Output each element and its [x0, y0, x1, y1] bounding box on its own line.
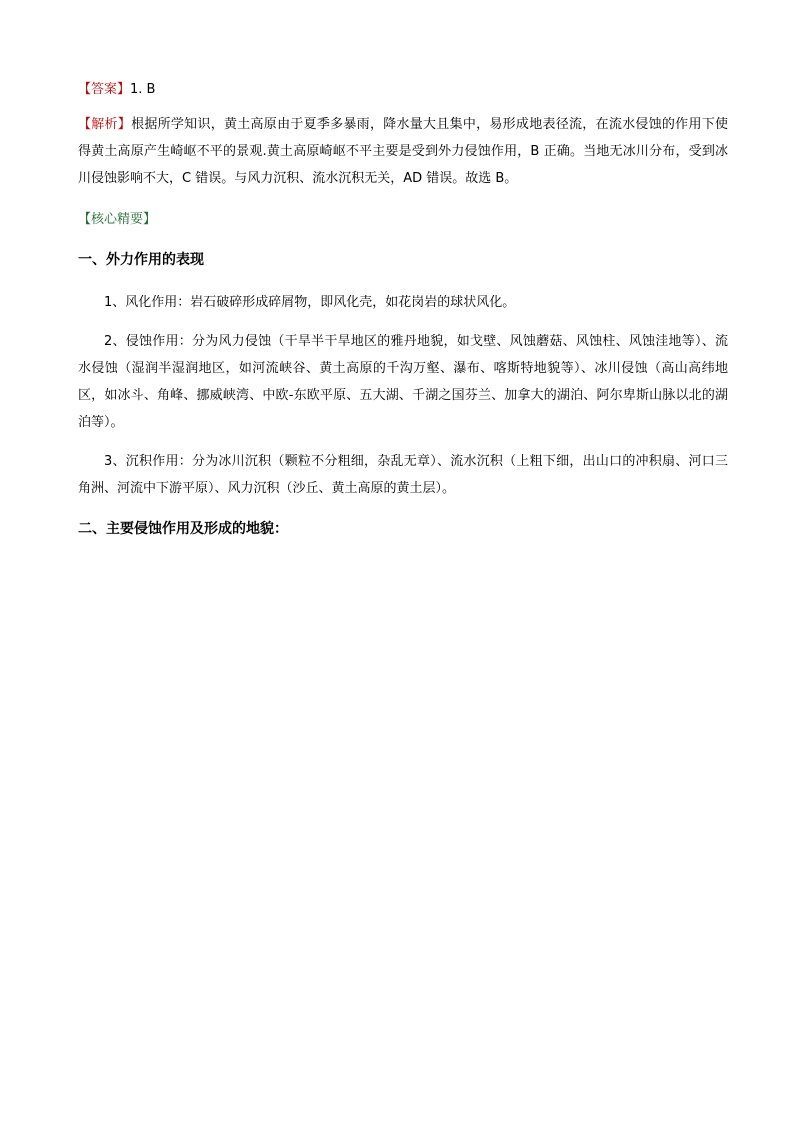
section1-item-erosion: 2、侵蚀作用：分为风力侵蚀（干旱半干旱地区的雅丹地貌，如戈壁、风蚀蘑菇、风蚀柱、风蚀洼地等）、流水侵蚀（湿润半湿润地区，如河流峡谷、黄土高原的千沟万壑、瀑布、喀斯特地貌等）、冰川侵蚀（高山高纬地区，如冰斗、角峰、挪威峡湾、中欧-东欧平原、五大湖、千湖之国芬兰、加拿大的湖泊、阿尔卑斯山脉以北的湖泊等）。	[78, 334, 728, 430]
section2-title: 二、主要侵蚀作用及形成的地貌：	[78, 521, 288, 537]
analysis-tag: 【解析】	[78, 117, 132, 132]
document-page	[78, 72, 728, 544]
answer-value: 1. B	[130, 82, 156, 97]
core-heading	[78, 206, 728, 233]
section1-item-weathering: 1、风化作用：岩石破碎形成碎屑物，即风化壳，如花岗岩的球状风化。	[104, 295, 516, 310]
section1-item-deposition: 3、沉积作用：分为冰川沉积（颗粒不分粗细，杂乱无章）、流水沉积（上粗下细，出山口的冲积扇、河口三角洲、河流中下游平原）、风力沉积（沙丘、黄土高原的黄土层）。	[78, 454, 728, 496]
analysis-paragraph	[78, 111, 728, 192]
section1-title: 一、外力作用的表现	[78, 252, 204, 268]
core-tag: 【核心精要】	[78, 212, 157, 227]
answer-tag: 【答案】	[78, 82, 131, 97]
analysis-text: 根据所学知识，黄土高原由于夏季多暴雨，降水量大且集中，易形成地表径流，在流水侵蚀的作用下使得黄土高原产生崎岖不平的景观.黄土高原崎岖不平主要是受到外力侵蚀作用，B 正确。当地无冰川分布，受到冰川侵蚀影响不大，C 错误。与风力沉积、流水沉积无关，AD 错误。故选 B。	[78, 117, 728, 186]
answer-line	[78, 76, 728, 103]
